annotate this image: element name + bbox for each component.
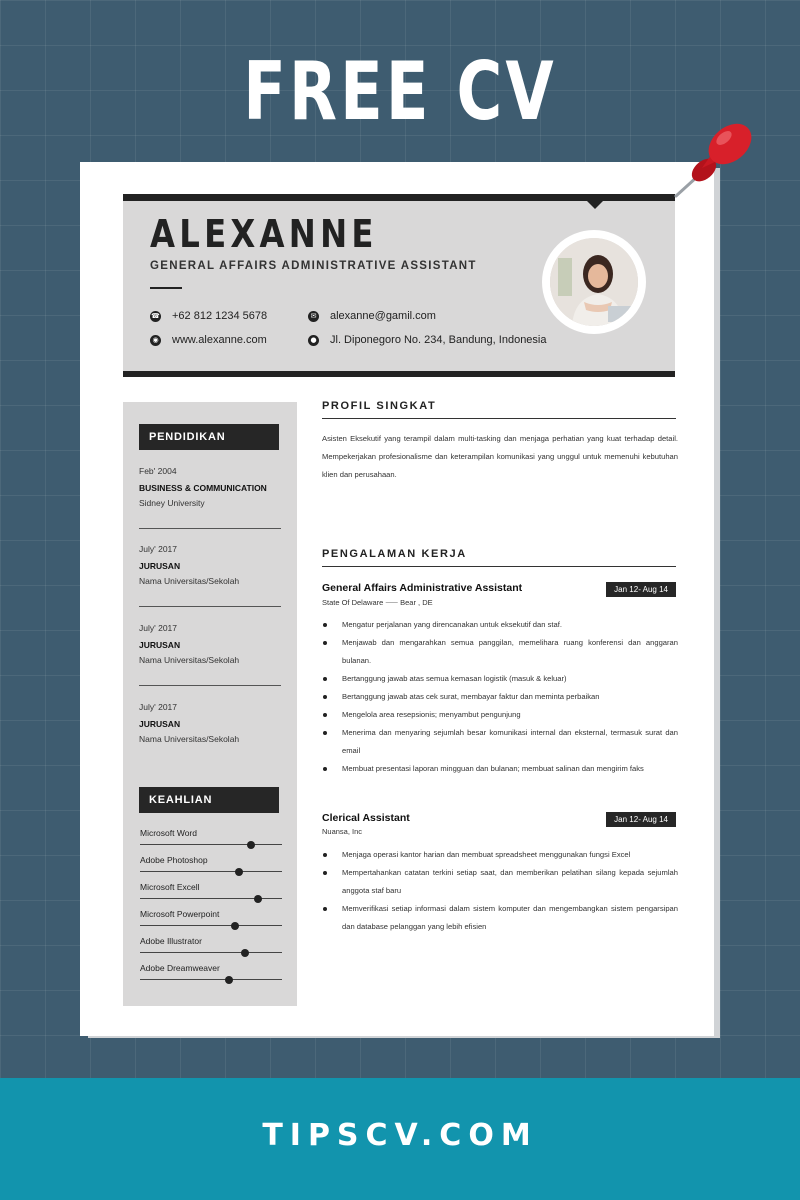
list-item: Menerima dan menyaring sejumlah besar komunikasi internal dan eksternal, termasuk surat dan email — [322, 724, 678, 760]
address-text: Jl. Diponegoro No. 234, Bandung, Indonesia — [330, 334, 547, 346]
education-item — [139, 623, 281, 686]
skill-item — [140, 855, 282, 872]
push-pin-icon — [668, 118, 768, 208]
cv-job-title: GENERAL AFFAIRS ADMINISTRATIVE ASSISTANT — [150, 260, 477, 272]
phone-icon: ☎ — [151, 312, 160, 320]
job-duties-list — [322, 846, 678, 936]
skill-item — [140, 909, 282, 926]
list-item: Menjaga operasi kantor harian dan membuat spreadsheet menggunakan fungsi Excel — [322, 846, 678, 864]
skill-track — [140, 952, 282, 953]
skill-name: Microsoft Powerpoint — [140, 909, 220, 919]
list-item: Menjawab dan mengarahkan semua panggilan, memelihara ruang konferensi dan anggaran bulanan. — [322, 634, 678, 670]
list-item: Membuat presentasi laporan mingguan dan bulanan; membuat salinan dan mengirim faks — [322, 760, 678, 778]
list-item: Memverifikasi setiap informasi dalam sistem komputer dan mengembangkan sistem pengarsipan dan database pelanggan yang lebih efisien — [322, 900, 678, 936]
name-divider — [150, 287, 182, 289]
skill-item — [140, 828, 282, 845]
profile-heading: PROFIL SINGKAT — [322, 400, 676, 419]
skill-level-dot — [241, 949, 249, 957]
website-text: www.alexanne.com — [172, 334, 267, 346]
job-duties-list — [322, 616, 678, 778]
list-item: Mempertahankan catatan terkini setiap saat, dan memberikan pelatihan silang kepada sejumlah anggota staf baru — [322, 864, 678, 900]
education-date: July' 2017 — [139, 623, 178, 633]
job-company: State Of Delaware ⸺ Bear , DE — [322, 598, 433, 607]
job-date-badge: Jan 12- Aug 14 — [606, 812, 676, 827]
profile-photo-frame — [542, 230, 646, 334]
job-header — [322, 582, 676, 608]
education-major: JURUSAN — [139, 561, 181, 571]
education-divider — [139, 528, 281, 529]
globe-icon: ◉ — [150, 335, 161, 346]
skill-track — [140, 979, 282, 980]
education-item — [139, 702, 281, 744]
skill-level-dot — [254, 895, 262, 903]
education-divider — [139, 685, 281, 686]
email-text: alexanne@gamil.com — [330, 310, 436, 322]
education-heading: PENDIDIKAN — [139, 424, 279, 450]
skill-level-dot — [225, 976, 233, 984]
banner-title: FREE CV — [243, 45, 557, 138]
skill-item — [140, 882, 282, 899]
education-date: Feb' 2004 — [139, 466, 177, 476]
skill-name: Microsoft Word — [140, 828, 197, 838]
list-item: Mengelola area resepsionis; menyambut pengunjung — [322, 706, 678, 724]
education-school: Nama Universitas/Sekolah — [139, 576, 240, 586]
education-major: JURUSAN — [139, 640, 181, 650]
skill-item — [140, 936, 282, 953]
education-school: Nama Universitas/Sekolah — [139, 734, 240, 744]
education-major: BUSINESS & COMMUNICATION — [139, 483, 267, 493]
education-date: July' 2017 — [139, 544, 178, 554]
location-icon: ● — [308, 335, 319, 346]
sidebar — [123, 402, 297, 1006]
experience-heading: PENGALAMAN KERJA — [322, 548, 676, 567]
job-header — [322, 812, 676, 836]
profile-text: Asisten Eksekutif yang terampil dalam multi-tasking dan menjaga perhatian yang kuat terhadap detail. Mempekerjakan profesionalisme dan keterampilan komunikasi yang unggul untuk memenuhi kebutuhan klien dan perusahaan. — [322, 434, 678, 479]
header-notch — [585, 199, 605, 209]
education-school: Sidney University — [139, 498, 205, 508]
mail-icon: ✉ — [308, 311, 319, 322]
education-major: JURUSAN — [139, 719, 181, 729]
education-school: Nama Universitas/Sekolah — [139, 655, 240, 665]
skill-track — [140, 898, 282, 899]
cv-document — [80, 162, 714, 1036]
skill-track — [140, 844, 282, 845]
skill-track — [140, 925, 282, 926]
phone-text: +62 812 1234 5678 — [172, 310, 268, 322]
skill-name: Adobe Dreamweaver — [140, 963, 220, 973]
education-item — [139, 466, 281, 529]
skill-name: Adobe Illustrator — [140, 936, 202, 946]
skill-level-dot — [235, 868, 243, 876]
contact-email — [308, 310, 436, 322]
contact-phone — [150, 310, 267, 322]
education-date: July' 2017 — [139, 702, 178, 712]
profile-photo — [550, 238, 638, 326]
job-title: General Affairs Administrative Assistant — [322, 582, 523, 594]
skill-level-dot — [231, 922, 239, 930]
list-item: Mengatur perjalanan yang direncanakan untuk eksekutif dan staf. — [322, 616, 678, 634]
education-divider — [139, 606, 281, 607]
skill-item — [140, 963, 282, 980]
list-item: Bertanggung jawab atas cek surat, membayar faktur dan meminta perbaikan — [322, 688, 678, 706]
footer-site-link[interactable]: TIPSCV.COM — [262, 1118, 538, 1153]
skills-heading: KEAHLIAN — [139, 787, 279, 813]
list-item: Bertanggung jawab atas semua kemasan logistik (masuk & keluar) — [322, 670, 678, 688]
skill-name: Adobe Photoshop — [140, 855, 208, 865]
job-company: Nuansa, Inc — [322, 827, 363, 836]
skill-level-dot — [247, 841, 255, 849]
job-date-badge: Jan 12- Aug 14 — [606, 582, 676, 597]
cv-name: ALEXANNE — [150, 212, 378, 256]
job-title: Clerical Assistant — [322, 812, 410, 824]
contact-website — [150, 334, 267, 346]
contact-address — [308, 334, 547, 346]
skill-track — [140, 871, 282, 872]
skill-name: Microsoft Excell — [140, 882, 200, 892]
education-item — [139, 544, 281, 607]
